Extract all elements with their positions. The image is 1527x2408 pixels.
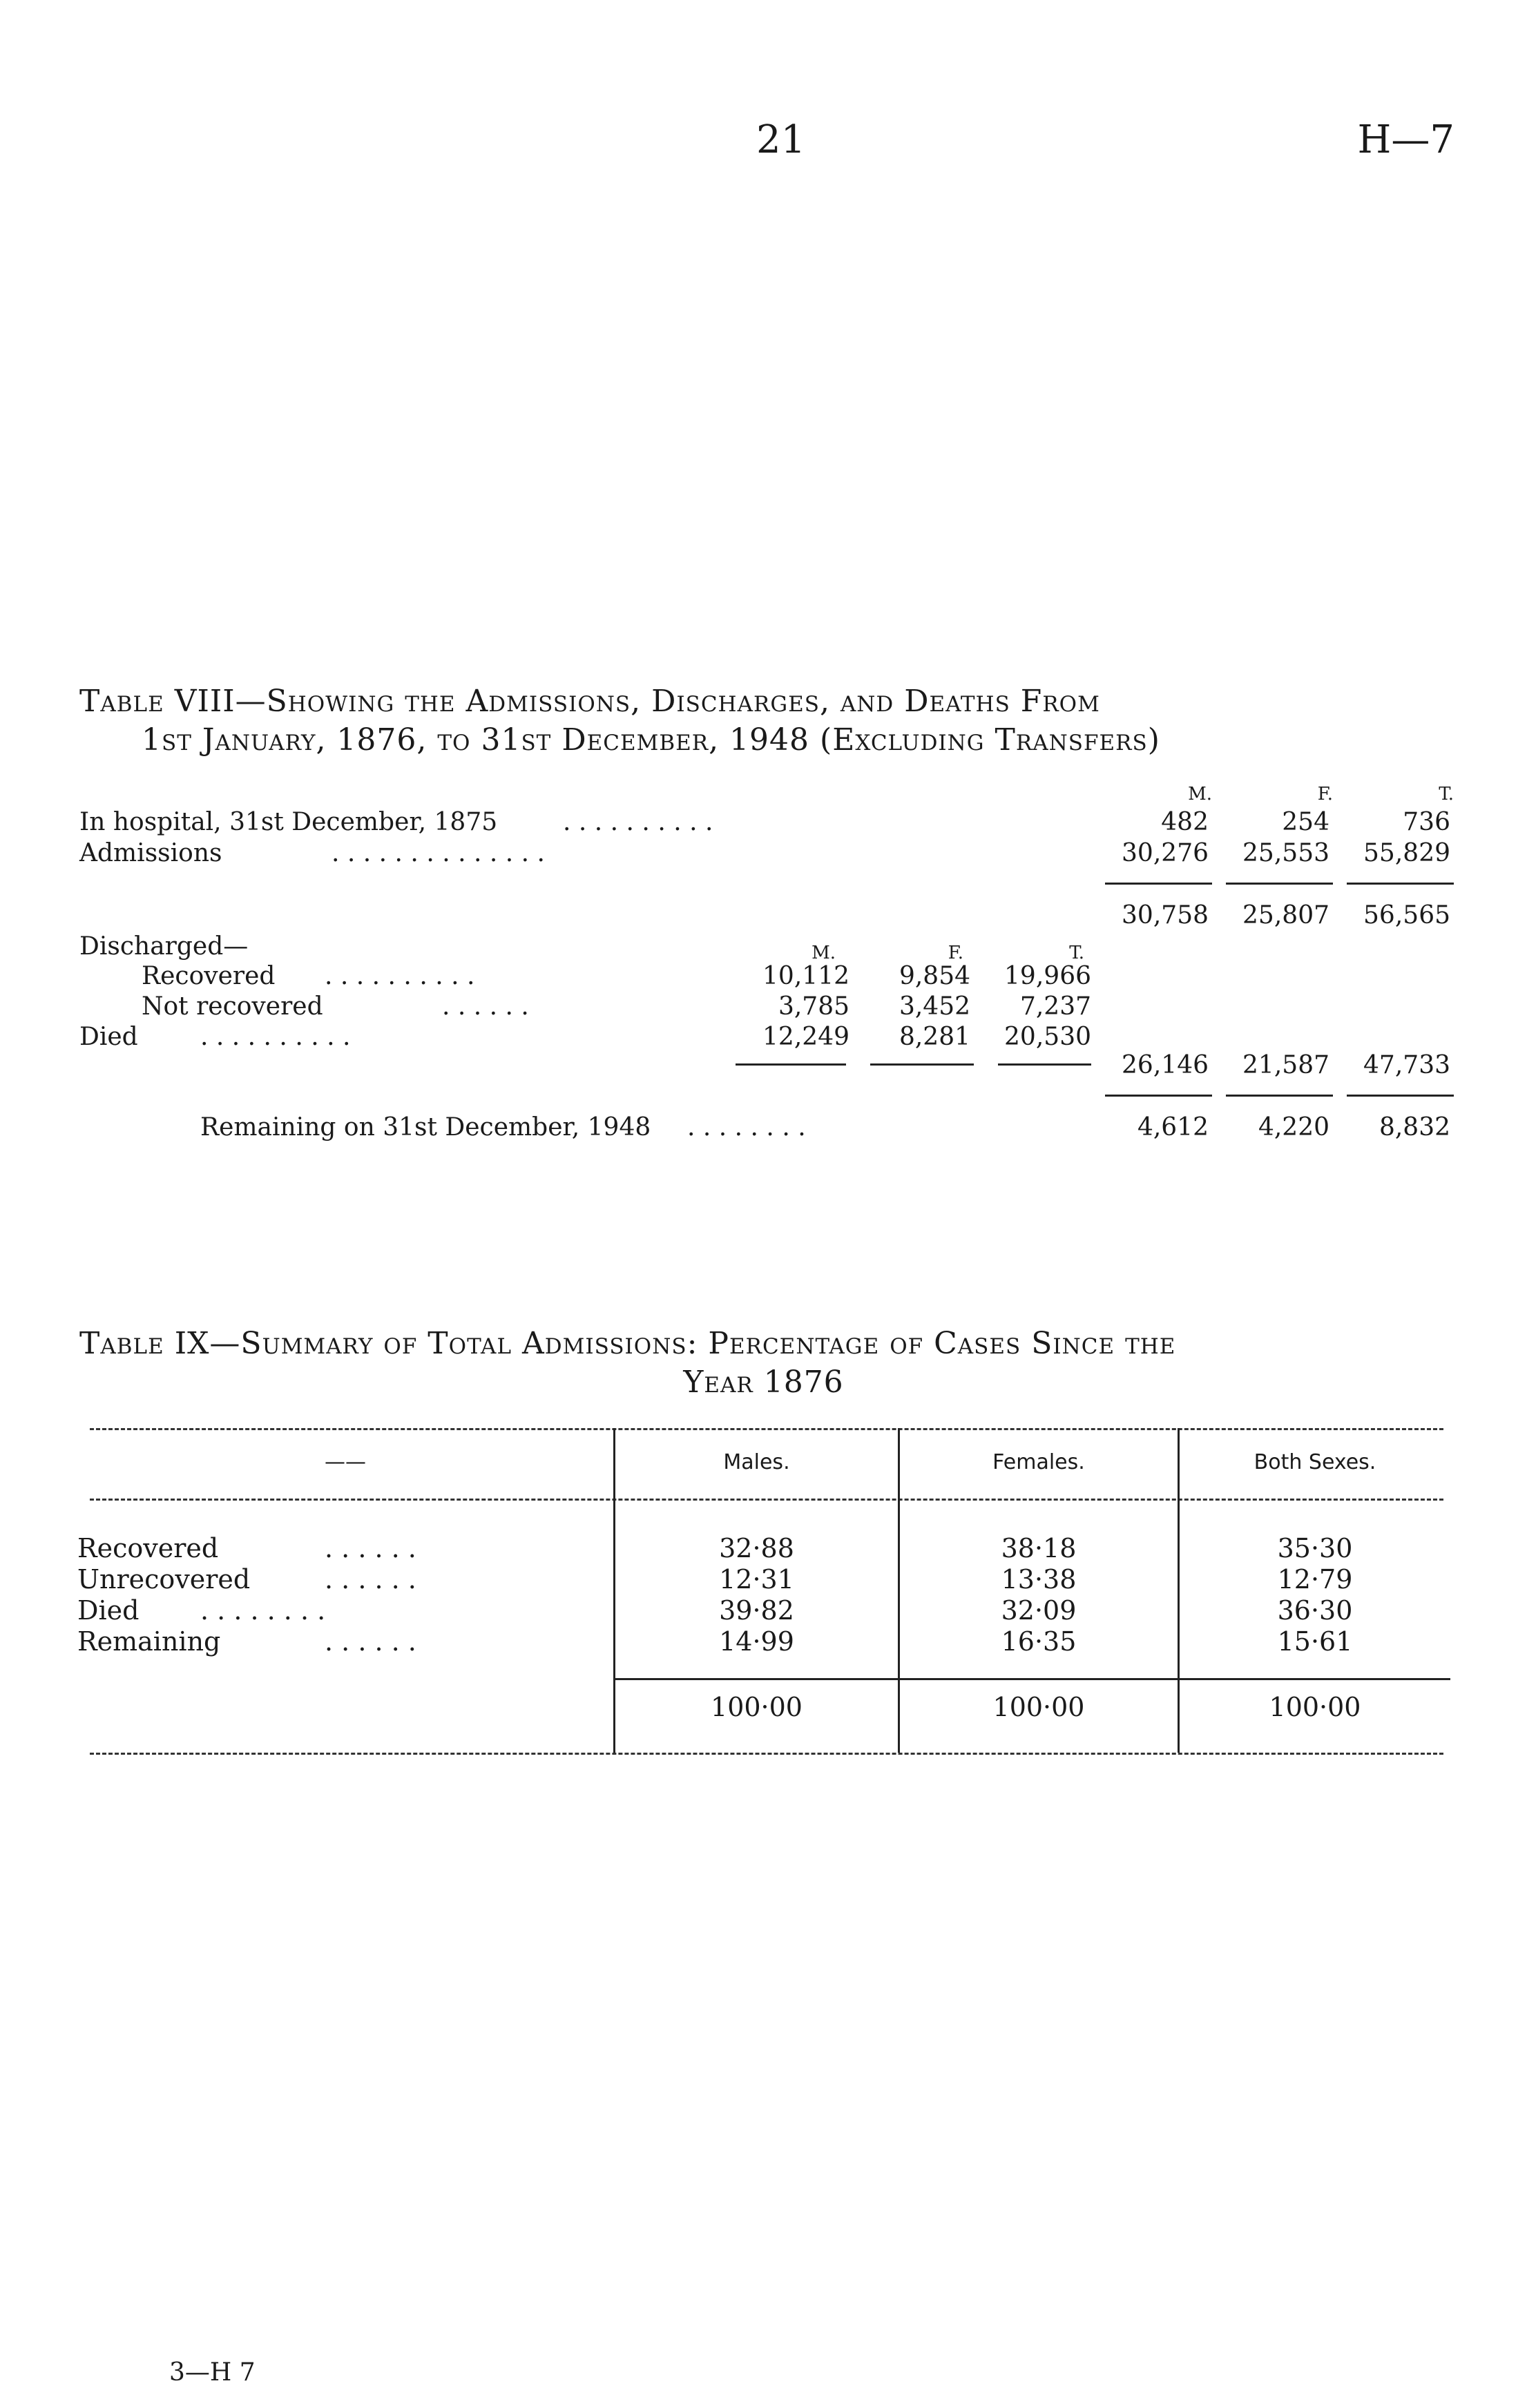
t9-died-both: 36·30 — [1277, 1595, 1353, 1626]
subtotal-f: 25,807 — [1242, 901, 1329, 930]
not-recovered-leader-dots: . . . . . . — [442, 992, 529, 1021]
table9-bottom-rule — [90, 1753, 1443, 1755]
t9-remaining-males: 14·99 — [719, 1626, 794, 1657]
t9-recovered-label: Recovered — [77, 1533, 219, 1563]
in-hospital-label: In hospital, 31st December, 1875 — [79, 808, 498, 836]
remaining-t: 8,832 — [1379, 1113, 1450, 1142]
not-recovered-t: 7,237 — [1019, 992, 1091, 1021]
table8-title-line2: 1st January, 1876, to 31st December, 1948 (Excluding Transfers) — [142, 722, 1160, 758]
table9-header-rule — [90, 1499, 1443, 1501]
t8-header-f: F. — [1317, 784, 1333, 805]
table9-header-both-sexes: Both Sexes. — [1254, 1450, 1376, 1474]
not-recovered-label: Not recovered — [142, 992, 323, 1021]
t9-remaining-leader-dots: . . . . . . — [325, 1626, 416, 1657]
recovered-leader-dots: . . . . . . . . . . — [325, 962, 475, 990]
subtotal-m: 30,758 — [1122, 901, 1209, 930]
t9-total-females: 100·00 — [992, 1692, 1085, 1722]
subtotal-rule-f — [1226, 883, 1333, 885]
discharged-label: Discharged— — [79, 932, 249, 961]
in-hospital-f: 254 — [1282, 808, 1329, 836]
subtotal-rule-t — [1347, 883, 1454, 885]
discharge-rule-m — [736, 1063, 846, 1066]
page-number: 21 — [756, 117, 806, 162]
t9-died-leader-dots: . . . . . . . . — [200, 1595, 326, 1626]
t9-died-label: Died — [77, 1595, 140, 1626]
table9-top-rule — [90, 1428, 1443, 1430]
not-recovered-m: 3,785 — [778, 992, 849, 1021]
subtotal-rule-m — [1105, 883, 1212, 885]
table8-title-line1: Table VIII—Showing the Admissions, Discharges, and Deaths From — [79, 684, 1100, 719]
t9-recovered-leader-dots: . . . . . . — [325, 1533, 416, 1563]
remaining-leader-dots: . . . . . . . . — [687, 1113, 806, 1142]
remaining-rule-t — [1347, 1095, 1454, 1097]
table9-title-line2: Year 1876 — [683, 1365, 844, 1400]
remaining-label: Remaining on 31st December, 1948 — [200, 1113, 651, 1142]
admissions-t: 55,829 — [1363, 839, 1450, 867]
recovered-label: Recovered — [142, 962, 276, 990]
t9-remaining-both: 15·61 — [1277, 1626, 1353, 1657]
t9-died-males: 39·82 — [719, 1595, 794, 1626]
t9-recovered-males: 32·88 — [719, 1533, 794, 1563]
died-label: Died — [79, 1023, 138, 1051]
remaining-m: 4,612 — [1137, 1113, 1209, 1142]
t9-recovered-both: 35·30 — [1277, 1533, 1353, 1563]
t8-header-t: T. — [1439, 784, 1454, 805]
t8-sub-header-f: F. — [948, 943, 963, 963]
in-hospital-leader-dots: . . . . . . . . . . — [563, 808, 713, 836]
t8-sub-header-m: M. — [811, 943, 836, 963]
t9-remaining-label: Remaining — [77, 1626, 221, 1657]
total-out-m: 26,146 — [1122, 1051, 1209, 1079]
subtotal-t: 56,565 — [1363, 901, 1450, 930]
remaining-rule-f — [1226, 1095, 1333, 1097]
t9-total-males: 100·00 — [711, 1692, 803, 1722]
recovered-m: 10,112 — [762, 962, 849, 990]
died-t: 20,530 — [1004, 1023, 1091, 1051]
table9-header-males: Males. — [723, 1450, 790, 1474]
discharge-rule-f — [870, 1063, 974, 1066]
t8-header-m: M. — [1188, 784, 1212, 805]
recovered-f: 9,854 — [899, 962, 970, 990]
admissions-label: Admissions — [79, 839, 222, 867]
remaining-rule-m — [1105, 1095, 1212, 1097]
admissions-f: 25,553 — [1242, 839, 1329, 867]
total-out-t: 47,733 — [1363, 1051, 1450, 1079]
died-leader-dots: . . . . . . . . . . — [200, 1023, 351, 1051]
in-hospital-t: 736 — [1403, 808, 1450, 836]
t9-remaining-females: 16·35 — [1001, 1626, 1077, 1657]
t9-unrecovered-leader-dots: . . . . . . — [325, 1564, 416, 1595]
not-recovered-f: 3,452 — [899, 992, 970, 1021]
discharge-rule-t — [998, 1063, 1091, 1066]
in-hospital-m: 482 — [1161, 808, 1209, 836]
t9-unrecovered-label: Unrecovered — [77, 1564, 251, 1595]
t9-total-both: 100·00 — [1269, 1692, 1361, 1722]
total-out-f: 21,587 — [1242, 1051, 1329, 1079]
table9-total-rule — [615, 1678, 1450, 1680]
t9-died-females: 32·09 — [1001, 1595, 1077, 1626]
document-code: H—7 — [1357, 117, 1454, 162]
died-m: 12,249 — [762, 1023, 849, 1051]
t9-unrecovered-females: 13·38 — [1001, 1564, 1077, 1595]
admissions-leader-dots: . . . . . . . . . . . . . . — [332, 839, 545, 867]
table9-blank-header: —— — [325, 1450, 366, 1474]
t9-unrecovered-males: 12·31 — [719, 1564, 794, 1595]
t9-unrecovered-both: 12·79 — [1277, 1564, 1353, 1595]
admissions-m: 30,276 — [1122, 839, 1209, 867]
t8-sub-header-t: T. — [1069, 943, 1084, 963]
recovered-t: 19,966 — [1004, 962, 1091, 990]
table9-header-females: Females. — [992, 1450, 1085, 1474]
t9-recovered-females: 38·18 — [1001, 1533, 1077, 1563]
died-f: 8,281 — [899, 1023, 970, 1051]
remaining-f: 4,220 — [1258, 1113, 1329, 1142]
table9-title-line1: Table IX—Summary of Total Admissions: Percentage of Cases Since the — [79, 1326, 1176, 1361]
signature-mark: 3—H 7 — [169, 2358, 256, 2387]
